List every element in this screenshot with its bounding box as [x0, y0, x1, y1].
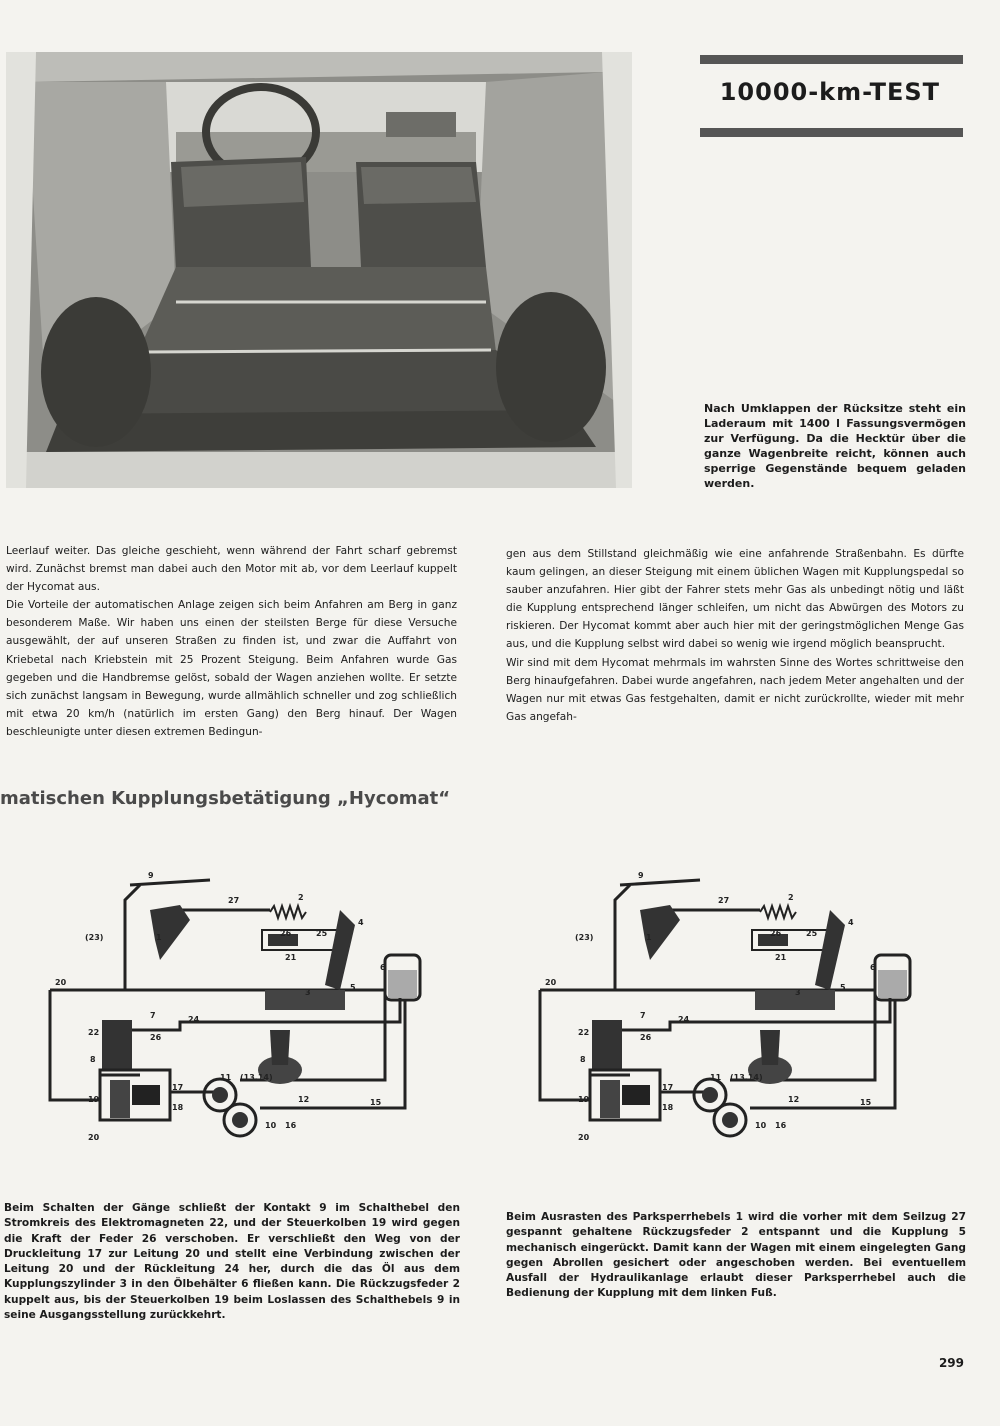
- hycomat-schematic-right: [530, 870, 930, 1170]
- label-10: 10: [265, 1121, 277, 1130]
- cargo-area-photo: [6, 52, 632, 488]
- label-12: 12: [298, 1095, 310, 1104]
- label-19: 19: [88, 1095, 100, 1104]
- label-9: 9: [148, 871, 154, 880]
- label-11: 11: [710, 1073, 722, 1082]
- label-4: 4: [848, 918, 854, 927]
- hycomat-schematic-left: [40, 870, 440, 1170]
- label-18: 18: [172, 1103, 184, 1112]
- label-20b: 20: [88, 1133, 100, 1142]
- label-26: 26: [280, 929, 292, 938]
- label-20: 20: [545, 978, 557, 987]
- label-7: 7: [150, 1011, 156, 1020]
- label-22: 22: [88, 1028, 100, 1037]
- label-26b: 26: [150, 1033, 162, 1042]
- label-21: 21: [775, 953, 787, 962]
- header-rule-top: [700, 55, 963, 64]
- label-9: 9: [638, 871, 644, 880]
- paragraph: Wir sind mit dem Hycomat mehrmals im wahrsten Sinne des Wortes schrittweise den Berg hinaufgefahren. Dabei wurde angefahren, nach jedem Meter angehalten und der Wagen nur mit etwas Gas festgehalten, damit er nicht zurückrollte, wieder mit mehr Gas angefah-: [506, 656, 964, 723]
- label-6: 6: [380, 963, 386, 972]
- label-25: 25: [316, 929, 328, 938]
- label-27: 27: [228, 896, 240, 905]
- label-13-14: (13,14): [730, 1073, 763, 1082]
- label-3: 3: [305, 988, 311, 997]
- label-22: 22: [578, 1028, 590, 1037]
- label-1: 1: [156, 933, 162, 942]
- article-column-left: [6, 542, 457, 741]
- paragraph: Leerlauf weiter. Das gleiche geschieht, wenn während der Fahrt scharf gebremst wird. Zunächst bremst man dabei auch den Motor mit ab, vor dem Leerlauf kuppelt der Hycomat aus.: [6, 545, 457, 594]
- header-rule-bottom: [700, 128, 963, 137]
- label-24: 24: [678, 1015, 690, 1024]
- label-13-14: (13,14): [240, 1073, 273, 1082]
- label-12: 12: [788, 1095, 800, 1104]
- label-5: 5: [840, 983, 846, 992]
- label-24: 24: [188, 1015, 200, 1024]
- label-27: 27: [718, 896, 730, 905]
- diagram-caption-right: Beim Ausrasten des Parksperrhebels 1 wird die vorher mit dem Seilzug 27 gespannt gehaltene Rückzugsfeder 2 entspannt und die Kupplung 5 mechanisch eingerückt. Damit kann der Wagen mit einem eingelegten Gang gegen Abrollen gesichert oder angeschoben werden. Bei eventuellem Ausfall der Hydraulikanlage erlaubt dieser Parksperrhebel auch die Bedienung der Kupplung mit dem linken Fuß.: [506, 1211, 966, 1300]
- label-2: 2: [788, 893, 794, 902]
- label-16: 16: [775, 1121, 787, 1130]
- label-2: 2: [298, 893, 304, 902]
- label-8: 8: [90, 1055, 96, 1064]
- label-17: 17: [172, 1083, 184, 1092]
- label-6: 6: [870, 963, 876, 972]
- label-17: 17: [662, 1083, 674, 1092]
- paragraph: Die Vorteile der automatischen Anlage zeigen sich beim Anfahren am Berg in ganz besonderem Maße. Wir haben uns einen der steilsten Berge für diese Versuche ausgewählt, der auf unseren Straßen zu finden ist, und zwar die Auffahrt von Kriebetal nach Kriebstein mit 25 Prozent Steigung. Beim Anfahren wurde Gas gegeben und die Handbremse gelöst, sobald der Wagen anziehen wollte. Er setzte sich zunächst langsam in Bewegung, wurde allmählich schneller und zog schließlich mit etwa 20 km/h (natürlich im ersten Gang) den Berg hinauf. Der Wagen beschleunigte unter diesen extremen Bedingun-: [6, 599, 457, 738]
- label-8: 8: [580, 1055, 586, 1064]
- label-26b: 26: [640, 1033, 652, 1042]
- article-column-right: [506, 545, 964, 726]
- label-11: 11: [220, 1073, 232, 1082]
- paragraph: gen aus dem Stillstand gleichmäßig wie eine anfahrende Straßenbahn. Es dürfte kaum gelingen, an dieser Steigung mit einem üblichen Wagen mit Kupplungspedal so sauber anzufahren. Hier gibt der Fahrer stets mehr Gas als unbedingt nötig und läßt die Kupplung entsprechend länger schleifen, um nicht das Abwürgen des Motors zu riskieren. Der Hycomat kommt aber auch hier mit der geringstmöglichen Menge Gas aus, und die Kupplung selbst wird dabei so wenig wie irgend möglich beansprucht.: [506, 548, 964, 651]
- label-26: 26: [770, 929, 782, 938]
- label-19: 19: [578, 1095, 590, 1104]
- label-15: 15: [370, 1098, 382, 1107]
- label-7: 7: [640, 1011, 646, 1020]
- label-20b: 20: [578, 1133, 590, 1142]
- label-20: 20: [55, 978, 67, 987]
- label-23: (23): [575, 933, 594, 942]
- diagram-heading: matischen Kupplungsbetätigung „Hycomat“: [0, 788, 451, 809]
- page-header-title: 10000-km-TEST: [719, 78, 940, 106]
- label-4: 4: [358, 918, 364, 927]
- label-3: 3: [795, 988, 801, 997]
- label-23: (23): [85, 933, 104, 942]
- label-21: 21: [285, 953, 297, 962]
- label-1: 1: [646, 933, 652, 942]
- page-number: 299: [938, 1356, 964, 1370]
- label-10: 10: [755, 1121, 767, 1130]
- label-5: 5: [350, 983, 356, 992]
- photo-caption: Nach Umklappen der Rücksitze steht ein Laderaum mit 1400 l Fassungsvermögen zur Verfügung. Da die Hecktür über die ganze Wagenbreite reicht, können auch sperrige Gegenstände bequem geladen werden.: [704, 402, 966, 490]
- label-18: 18: [662, 1103, 674, 1112]
- label-16: 16: [285, 1121, 297, 1130]
- diagram-caption-left: Beim Schalten der Gänge schließt der Kontakt 9 im Schalthebel den Stromkreis des Elektromagneten 22, und der Steuerkolben 19 wird gegen die Kraft der Feder 26 verschoben. Er verschließt den Weg von der Druckleitung 17 zur Leitung 20 und stellt eine Verbindung zwischen der Leitung 20 und der Rückleitung 24 her, durch die das Öl aus dem Kupplungszylinder 3 in den Ölbehälter 6 fließen kann. Die Rückzugsfeder 2 kuppelt aus, bis der Steuerkolben 19 beim Loslassen des Schalthebels 9 in seine Ausgangsstellung zurückkehrt.: [4, 1202, 460, 1322]
- label-15: 15: [860, 1098, 872, 1107]
- label-25: 25: [806, 929, 818, 938]
